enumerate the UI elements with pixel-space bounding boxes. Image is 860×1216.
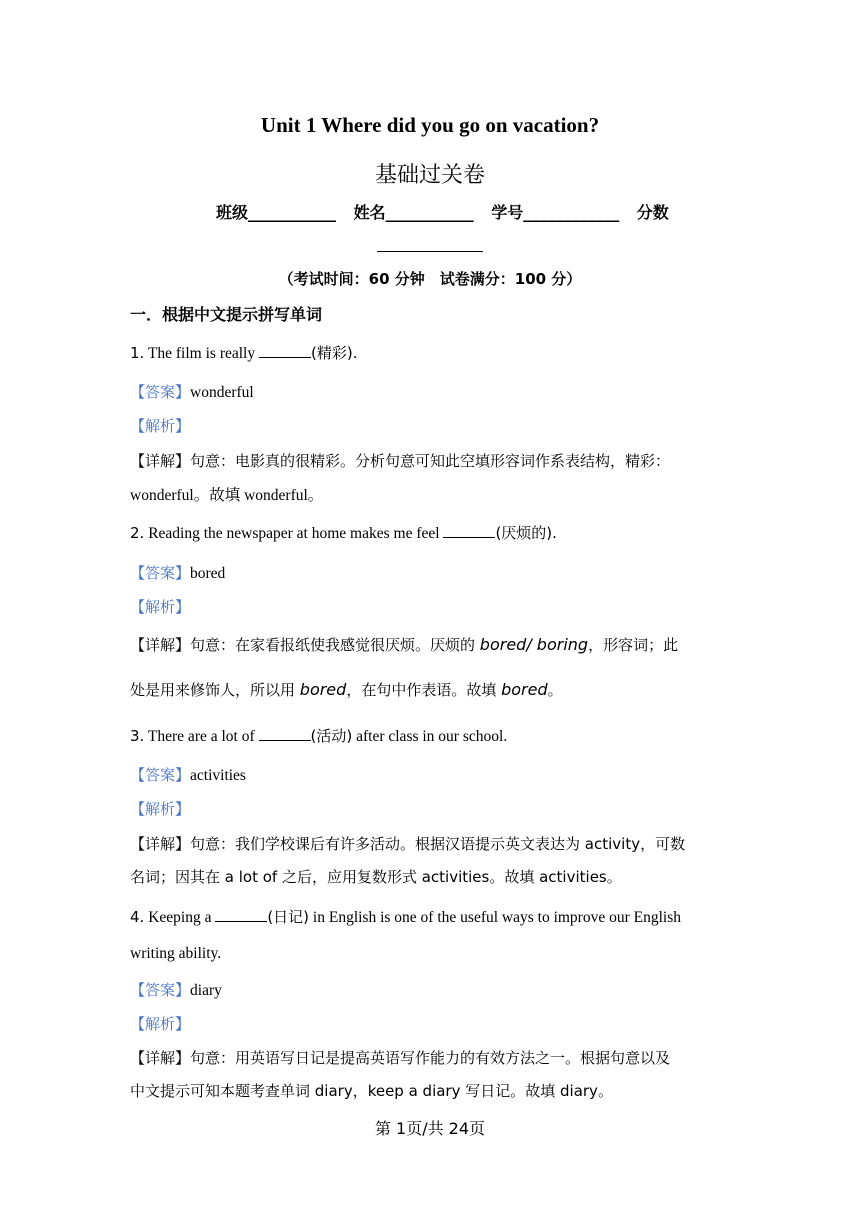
detail-text: 名词；因其在 a lot of 之后，应用复数形式 activities。故填 activities。 [130, 868, 622, 886]
detail-tag: 【详解】 [130, 636, 191, 654]
detail-tag: 【详解】 [130, 452, 191, 470]
detail-text: ，在句中作表语。故填 [346, 681, 502, 699]
question-number: 2. [130, 524, 145, 542]
answer-row-2 [130, 562, 225, 583]
answer-tag: 【答案】 [130, 766, 191, 784]
detail-row-3b [130, 866, 622, 887]
analysis-tag: 【解析】 [130, 1015, 191, 1033]
class-field-label: 班级___________ [216, 203, 337, 222]
analysis-tag: 【解析】 [130, 417, 191, 435]
question-number: 1. [130, 344, 145, 362]
analysis-tag: 【解析】 [130, 598, 191, 616]
question-hint: (精彩). [310, 344, 358, 362]
question-number: 3. [130, 727, 145, 745]
detail-row-4 [130, 1047, 670, 1068]
answer-blank [259, 345, 311, 358]
section-title: 一．根据中文提示拼写单词 [130, 305, 323, 324]
detail-row-2 [130, 634, 678, 655]
detail-text: 。 [547, 681, 563, 699]
answer-tag: 【答案】 [130, 383, 191, 401]
detail-row-4b [130, 1080, 613, 1101]
exam-info: （考试时间：60 分钟 试卷满分：100 分） [278, 270, 582, 288]
detail-text: ，形容词；此 [588, 636, 679, 654]
question-text: The film is really [147, 345, 259, 362]
analysis-row-3 [130, 798, 190, 819]
question-text: Keeping a [148, 909, 216, 926]
question-text: writing ability. [130, 945, 222, 962]
answer-blank [215, 909, 267, 922]
detail-word: bored [501, 680, 548, 699]
question-text: There are a lot of [147, 728, 259, 745]
detail-text: wonderful。故填 wonderful。 [130, 487, 324, 504]
analysis-row-2 [130, 596, 190, 617]
answer-tag: 【答案】 [130, 564, 191, 582]
analysis-row-4 [130, 1013, 190, 1034]
answer-tag: 【答案】 [130, 981, 191, 999]
detail-row-1b [130, 483, 323, 505]
detail-row-2b [130, 679, 563, 700]
answer-row-1 [130, 381, 254, 402]
student-info-row [216, 200, 681, 223]
detail-word: bored/ boring [479, 635, 589, 654]
number-field-label: 学号____________ [491, 203, 620, 222]
answer-row-3 [130, 764, 246, 785]
answer-text: bored [190, 565, 226, 582]
score-blank-line [377, 237, 483, 252]
question-4 [130, 906, 681, 927]
question-1 [130, 342, 357, 363]
question-number: 4. [130, 908, 145, 926]
question-text: in English is one of the useful ways to improve our English [309, 909, 682, 926]
detail-row-3 [130, 833, 685, 854]
answer-blank [259, 728, 311, 741]
detail-text: 中文提示可知本题考查单词 diary，keep a diary 写日记。故填 diary。 [130, 1082, 613, 1100]
answer-text: activities [190, 767, 246, 784]
page-title: Unit 1 Where did you go on vacation? [260, 113, 600, 137]
answer-blank [443, 525, 495, 538]
name-field-label: 姓名___________ [353, 203, 474, 222]
score-field-label: 分数 [636, 203, 669, 222]
analysis-tag: 【解析】 [130, 800, 191, 818]
question-3 [130, 725, 507, 746]
page-footer: 第 1页/共 24页 [374, 1119, 486, 1138]
question-2 [130, 522, 557, 543]
detail-tag: 【详解】 [130, 835, 191, 853]
question-hint: (日记) [267, 908, 310, 926]
answer-row-4 [130, 979, 222, 1000]
answer-text: diary [190, 982, 222, 999]
detail-text: 句意：我们学校课后有许多活动。根据汉语提示英文表达为 activity，可数 [190, 835, 686, 853]
analysis-row-1 [130, 415, 190, 436]
question-4-continuation [130, 945, 221, 963]
detail-tag: 【详解】 [130, 1049, 191, 1067]
detail-text: 处是用来修饰人，所以用 [130, 681, 300, 699]
answer-text: wonderful [190, 384, 254, 401]
question-text: Reading the newspaper at home makes me feel [148, 525, 444, 542]
page-subtitle: 基础过关卷 [374, 163, 485, 188]
question-text: after class in our school. [352, 728, 508, 745]
detail-row-1 [130, 450, 670, 471]
detail-text: 句意：用英语写日记是提高英语写作能力的有效方法之一。根据句意以及 [190, 1049, 671, 1067]
detail-text: 句意：在家看报纸使我感觉很厌烦。厌烦的 [190, 636, 480, 654]
detail-text: 句意：电影真的很精彩。分析句意可知此空填形容词作系表结构，精彩： [190, 452, 671, 470]
detail-word: bored [299, 680, 347, 699]
question-hint: (厌烦的). [495, 524, 557, 542]
question-hint: (活动) [310, 727, 353, 745]
